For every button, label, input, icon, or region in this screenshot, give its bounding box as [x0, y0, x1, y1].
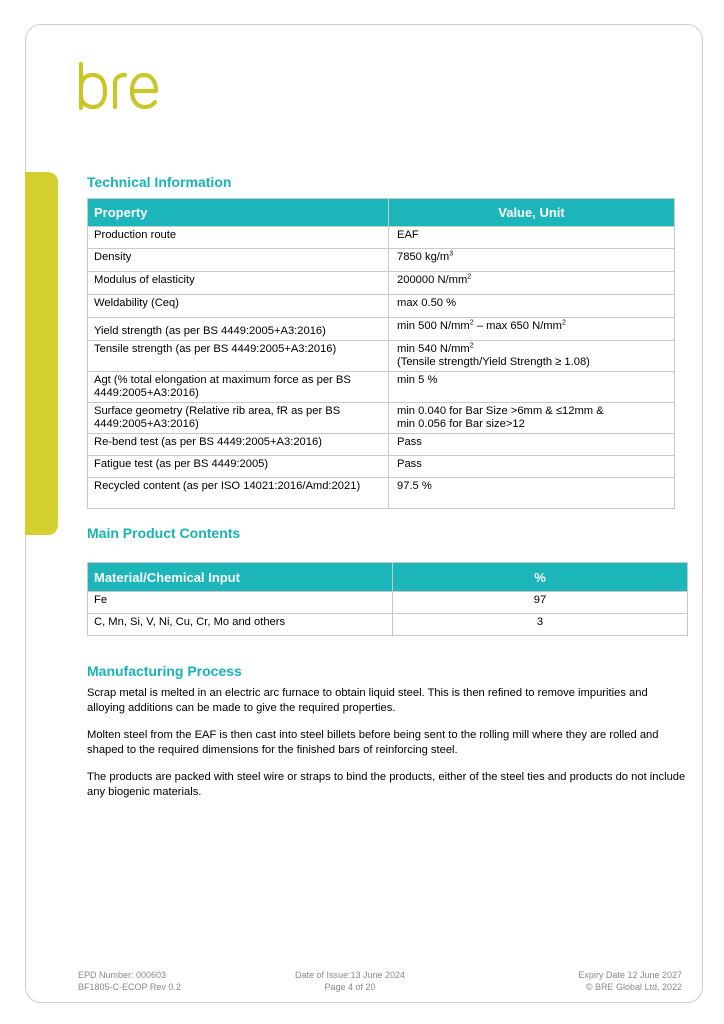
value-cell: 7850 $kg/m^3$: [389, 249, 675, 272]
property-cell: Re-bend test (as per BS 4449:2005+A3:2016): [88, 434, 389, 456]
property-cell: Production route: [88, 227, 389, 249]
copyright: © BRE Global Ltd, 2022: [585, 982, 682, 992]
revision: BF1805-C-ECOP Rev 0.2: [78, 982, 181, 992]
property-cell: Tensile strength (as per BS 4449:2005+A3:2016): [88, 341, 389, 372]
property-cell: Recycled content (as per ISO 14021:2016/Amd:2021): [88, 478, 389, 509]
table-header-row: [88, 563, 688, 592]
table-header-row: [88, 199, 675, 227]
page-number: Page 4 of 20: [324, 982, 376, 992]
property-cell: Density: [88, 249, 389, 272]
property-cell: Fatigue test (as per BS 4449:2005): [88, 456, 389, 478]
value-cell: 200000 $N/mm^2$: [389, 272, 675, 295]
property-cell: Weldability (Ceq): [88, 295, 389, 318]
footer-center: [290, 969, 410, 993]
material-cell: C, Mn, Si, V, Ni, Cu, Cr, Mo and others: [88, 614, 393, 636]
col-value-unit: Value, Unit: [389, 199, 675, 227]
issue-date: Date of Issue:13 June 2024: [294, 970, 406, 980]
col-material-input: Material/Chemical Input: [88, 563, 393, 592]
table-row: [88, 372, 675, 403]
value-cell: EAF: [389, 227, 675, 249]
footer-right: [578, 969, 682, 993]
manufacturing-paragraph: The products are packed with steel wire or straps to bind the products, either of the steel ties and products do not include any biogenic materials.: [87, 771, 686, 798]
col-property: Property: [88, 199, 389, 227]
table-row: [88, 478, 675, 509]
col-percent: %: [393, 563, 688, 592]
footer-left: [78, 969, 181, 993]
table-row: [88, 295, 675, 318]
material-cell: Fe: [88, 592, 393, 614]
contents-heading: Main Product Contents: [87, 525, 241, 541]
value-cell: min 540 $N/mm^2$ (Tensile strength/Yield Strength ≥ 1.08): [389, 341, 675, 372]
page-frame: [25, 24, 703, 1003]
table-row: [88, 403, 675, 434]
value-cell: Pass: [389, 456, 675, 478]
bre-logo: [78, 56, 160, 112]
table-row: [88, 456, 675, 478]
table-row: [88, 272, 675, 295]
property-cell: Surface geometry (Relative rib area, fR as per BS 4449:2005+A3:2016): [88, 403, 389, 434]
property-cell: Agt (% total elongation at maximum force as per BS 4449:2005+A3:2016): [88, 372, 389, 403]
epd-number: EPD Number: 000603: [78, 970, 167, 980]
percent-cell: 97: [393, 592, 688, 614]
value-cell: Pass: [389, 434, 675, 456]
value-cell: min 5 %: [389, 372, 675, 403]
expiry-date: Expiry Date 12 June 2027: [578, 970, 682, 980]
technical-table: [87, 198, 675, 509]
table-row: [88, 318, 675, 341]
side-accent-bar: [25, 172, 58, 535]
value-cell: min 500 $N/mm^2$ – max 650 $N/mm^2$: [389, 318, 675, 341]
percent-cell: 3: [393, 614, 688, 636]
property-cell: Modulus of elasticity: [88, 272, 389, 295]
table-row: [88, 341, 675, 372]
value-cell: 97.5 %: [389, 478, 675, 509]
table-row: [88, 227, 675, 249]
value-cell: min 0.040 for Bar Size >6mm & ≤12mm & min 0.056 for Bar size>12: [389, 403, 675, 434]
table-row: [88, 434, 675, 456]
manufacturing-paragraph: Molten steel from the EAF is then cast into steel billets before being sent to the rolling mill where they are rolled and shaped to the required dimensions for the finished bars of reinforcing steel.: [87, 729, 659, 756]
value-cell: max 0.50 %: [389, 295, 675, 318]
property-cell: Yield strength (as per BS 4449:2005+A3:2016): [88, 318, 389, 341]
contents-table: [87, 562, 688, 636]
table-row: [88, 592, 688, 614]
manufacturing-heading: Manufacturing Process: [87, 663, 242, 679]
technical-heading: Technical Information: [87, 174, 232, 190]
table-row: [88, 249, 675, 272]
manufacturing-paragraph: Scrap metal is melted in an electric arc furnace to obtain liquid steel. This is then refined to remove impurities and alloying additions can be made to give the required properties.: [87, 687, 648, 714]
table-row: [88, 614, 688, 636]
